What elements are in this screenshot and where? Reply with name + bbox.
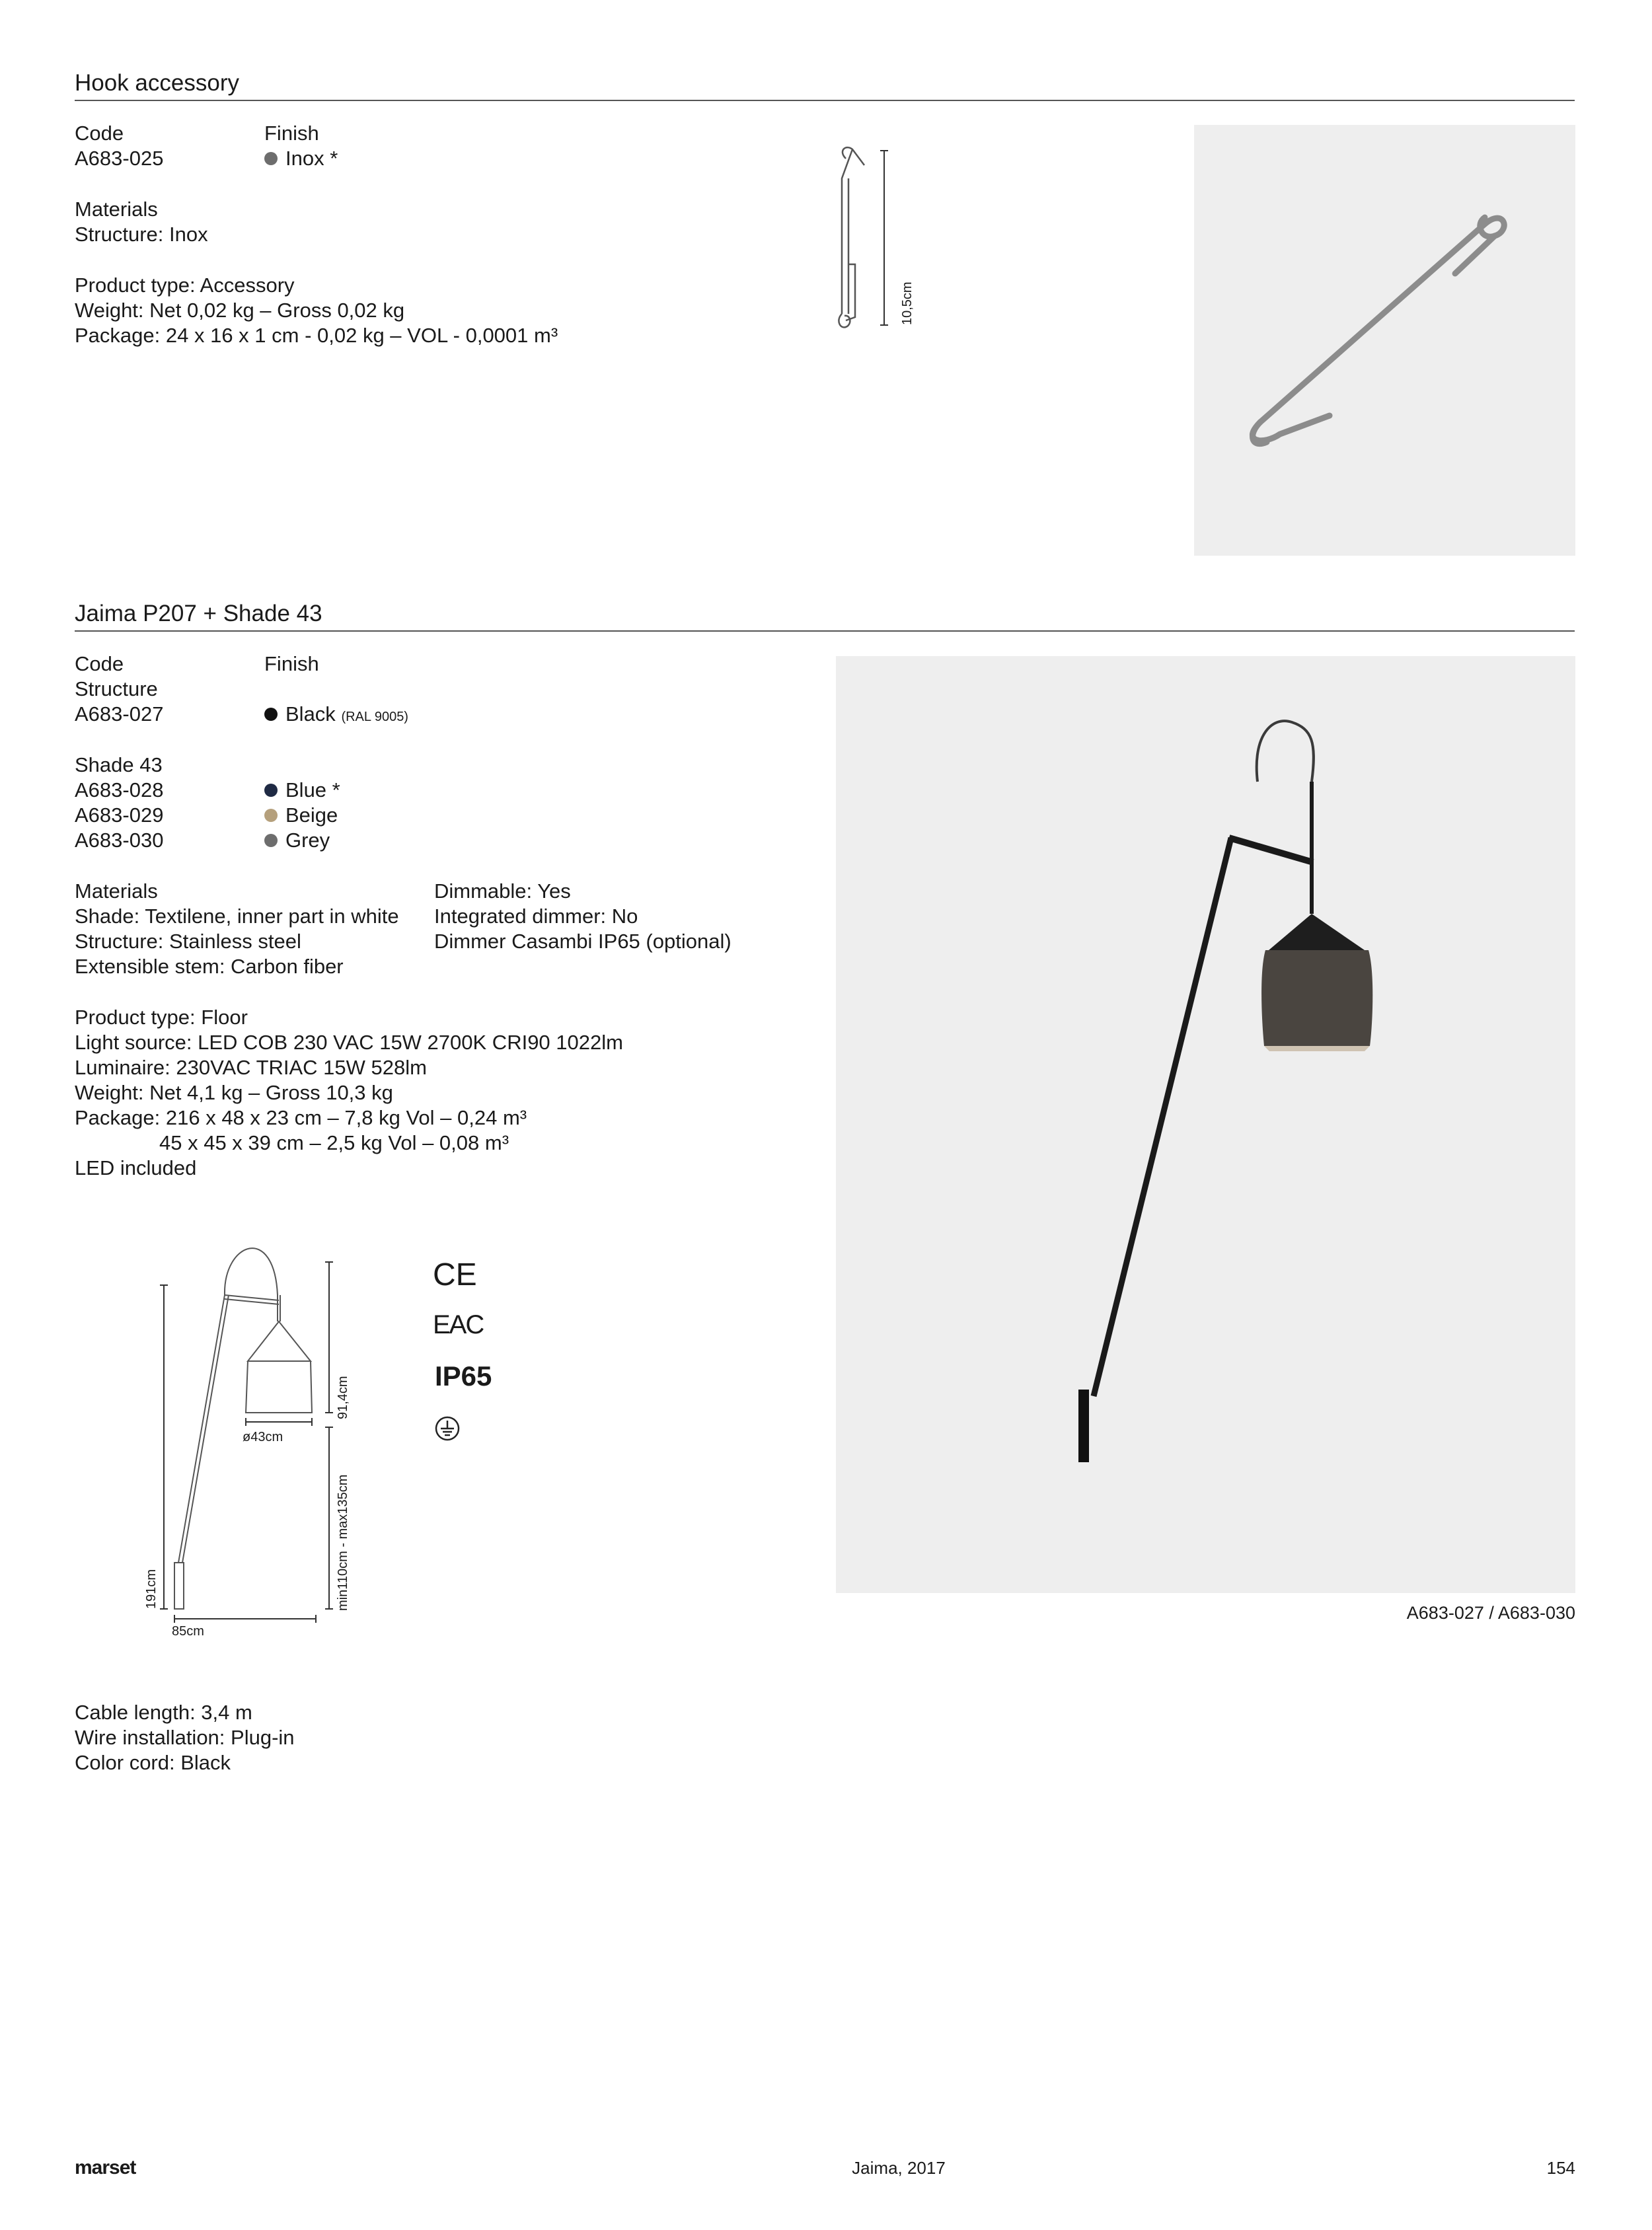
hook-package: Package: 24 x 16 x 1 cm - 0,02 kg – VOL - 0,0001 m³ bbox=[75, 324, 558, 347]
jaima-cable-line: Color cord: Black bbox=[75, 1751, 231, 1774]
jaima-spec-line: Product type: Floor bbox=[75, 1006, 248, 1029]
jaima-shade-code: A683-030 bbox=[75, 829, 164, 852]
jaima-shade-label: Shade 43 bbox=[75, 753, 163, 776]
jaima-spec-line: Weight: Net 4,1 kg – Gross 10,3 kg bbox=[75, 1081, 393, 1104]
jaima-product-photo bbox=[836, 656, 1575, 1593]
jaima-shade-height-dim: 91,4cm bbox=[336, 1376, 350, 1419]
jaima-spec-line: Luminaire: 230VAC TRIAC 15W 528lm bbox=[75, 1056, 427, 1079]
hook-finish bbox=[264, 146, 338, 171]
hook-code-label: Code bbox=[75, 122, 124, 145]
hook-photo-illustration bbox=[1194, 125, 1575, 556]
jaima-shade-finish bbox=[264, 778, 340, 803]
finish-swatch-icon bbox=[264, 152, 278, 165]
hook-weight: Weight: Net 0,02 kg – Gross 0,02 kg bbox=[75, 299, 405, 322]
hook-structure: Structure: Inox bbox=[75, 223, 208, 246]
jaima-material-line: Extensible stem: Carbon fiber bbox=[75, 955, 344, 978]
jaima-title-rule bbox=[75, 630, 1575, 632]
jaima-diameter-dim: ø43cm bbox=[243, 1430, 283, 1444]
jaima-structure-finish bbox=[264, 702, 408, 729]
finish-swatch-icon bbox=[264, 809, 278, 822]
ip65-rating: IP65 bbox=[435, 1360, 492, 1392]
jaima-dimming-line: Integrated dimmer: No bbox=[434, 905, 638, 928]
jaima-structure-finish-text: Black bbox=[285, 702, 336, 725]
finish-swatch-icon bbox=[264, 708, 278, 721]
jaima-structure-finish-note: (RAL 9005) bbox=[341, 710, 408, 724]
eac-mark-icon: EAC bbox=[433, 1310, 484, 1339]
jaima-dimming-line: Dimmer Casambi IP65 (optional) bbox=[434, 930, 732, 953]
jaima-dimming-line: Dimmable: Yes bbox=[434, 879, 571, 903]
hook-section-title: Hook accessory bbox=[75, 70, 239, 96]
jaima-section-title: Jaima P207 + Shade 43 bbox=[75, 601, 322, 626]
jaima-stem-range-dim: min110cm - max135cm bbox=[336, 1474, 350, 1611]
jaima-cable-line: Cable length: 3,4 m bbox=[75, 1701, 252, 1724]
finish-swatch-icon bbox=[264, 834, 278, 847]
brand-logo: marset bbox=[75, 2157, 136, 2178]
hook-materials-label: Materials bbox=[75, 198, 158, 221]
jaima-photo-caption: A683-027 / A683-030 bbox=[1406, 1603, 1575, 1623]
jaima-finish-label: Finish bbox=[264, 652, 319, 675]
hook-title-rule bbox=[75, 100, 1575, 101]
jaima-code-label: Code bbox=[75, 652, 124, 675]
jaima-spec-line: LED included bbox=[75, 1156, 197, 1179]
page-number: 154 bbox=[1546, 2158, 1575, 2178]
hook-finish-label: Finish bbox=[264, 122, 319, 145]
jaima-shade-finish-text: Grey bbox=[285, 829, 330, 852]
jaima-cable-line: Wire installation: Plug-in bbox=[75, 1726, 295, 1749]
footer-collection: Jaima, 2017 bbox=[852, 2158, 946, 2178]
hook-code: A683-025 bbox=[75, 147, 164, 170]
jaima-shade-finish-text: Blue * bbox=[285, 778, 340, 801]
jaima-shade-code: A683-029 bbox=[75, 803, 164, 827]
jaima-shade-finish-text: Beige bbox=[285, 803, 338, 827]
jaima-shade-finish bbox=[264, 803, 338, 828]
jaima-materials-label: Materials bbox=[75, 879, 158, 903]
jaima-spec-line: Light source: LED COB 230 VAC 15W 2700K CRI90 1022lm bbox=[75, 1031, 623, 1054]
earth-ground-icon bbox=[434, 1415, 461, 1442]
jaima-spec-line: 45 x 45 x 39 cm – 2,5 kg Vol – 0,08 m³ bbox=[159, 1131, 509, 1154]
jaima-material-line: Structure: Stainless steel bbox=[75, 930, 301, 953]
ce-mark-icon: CE bbox=[433, 1257, 477, 1292]
hook-product-photo bbox=[1194, 125, 1575, 556]
hook-finish-text: Inox * bbox=[285, 147, 338, 170]
jaima-shade-finish bbox=[264, 828, 330, 853]
jaima-material-line: Shade: Textilene, inner part in white bbox=[75, 905, 399, 928]
jaima-photo-illustration bbox=[836, 656, 1575, 1593]
hook-product-type: Product type: Accessory bbox=[75, 274, 295, 297]
jaima-shade-code: A683-028 bbox=[75, 778, 164, 801]
jaima-total-height-dim: 191cm bbox=[144, 1569, 159, 1609]
hook-height-dim: 10,5cm bbox=[900, 281, 915, 325]
jaima-structure-label: Structure bbox=[75, 677, 158, 700]
finish-swatch-icon bbox=[264, 784, 278, 797]
jaima-structure-code: A683-027 bbox=[75, 702, 164, 725]
jaima-width-dim: 85cm bbox=[172, 1624, 204, 1639]
jaima-spec-line: Package: 216 x 48 x 23 cm – 7,8 kg Vol – 0,24 m³ bbox=[75, 1106, 527, 1129]
